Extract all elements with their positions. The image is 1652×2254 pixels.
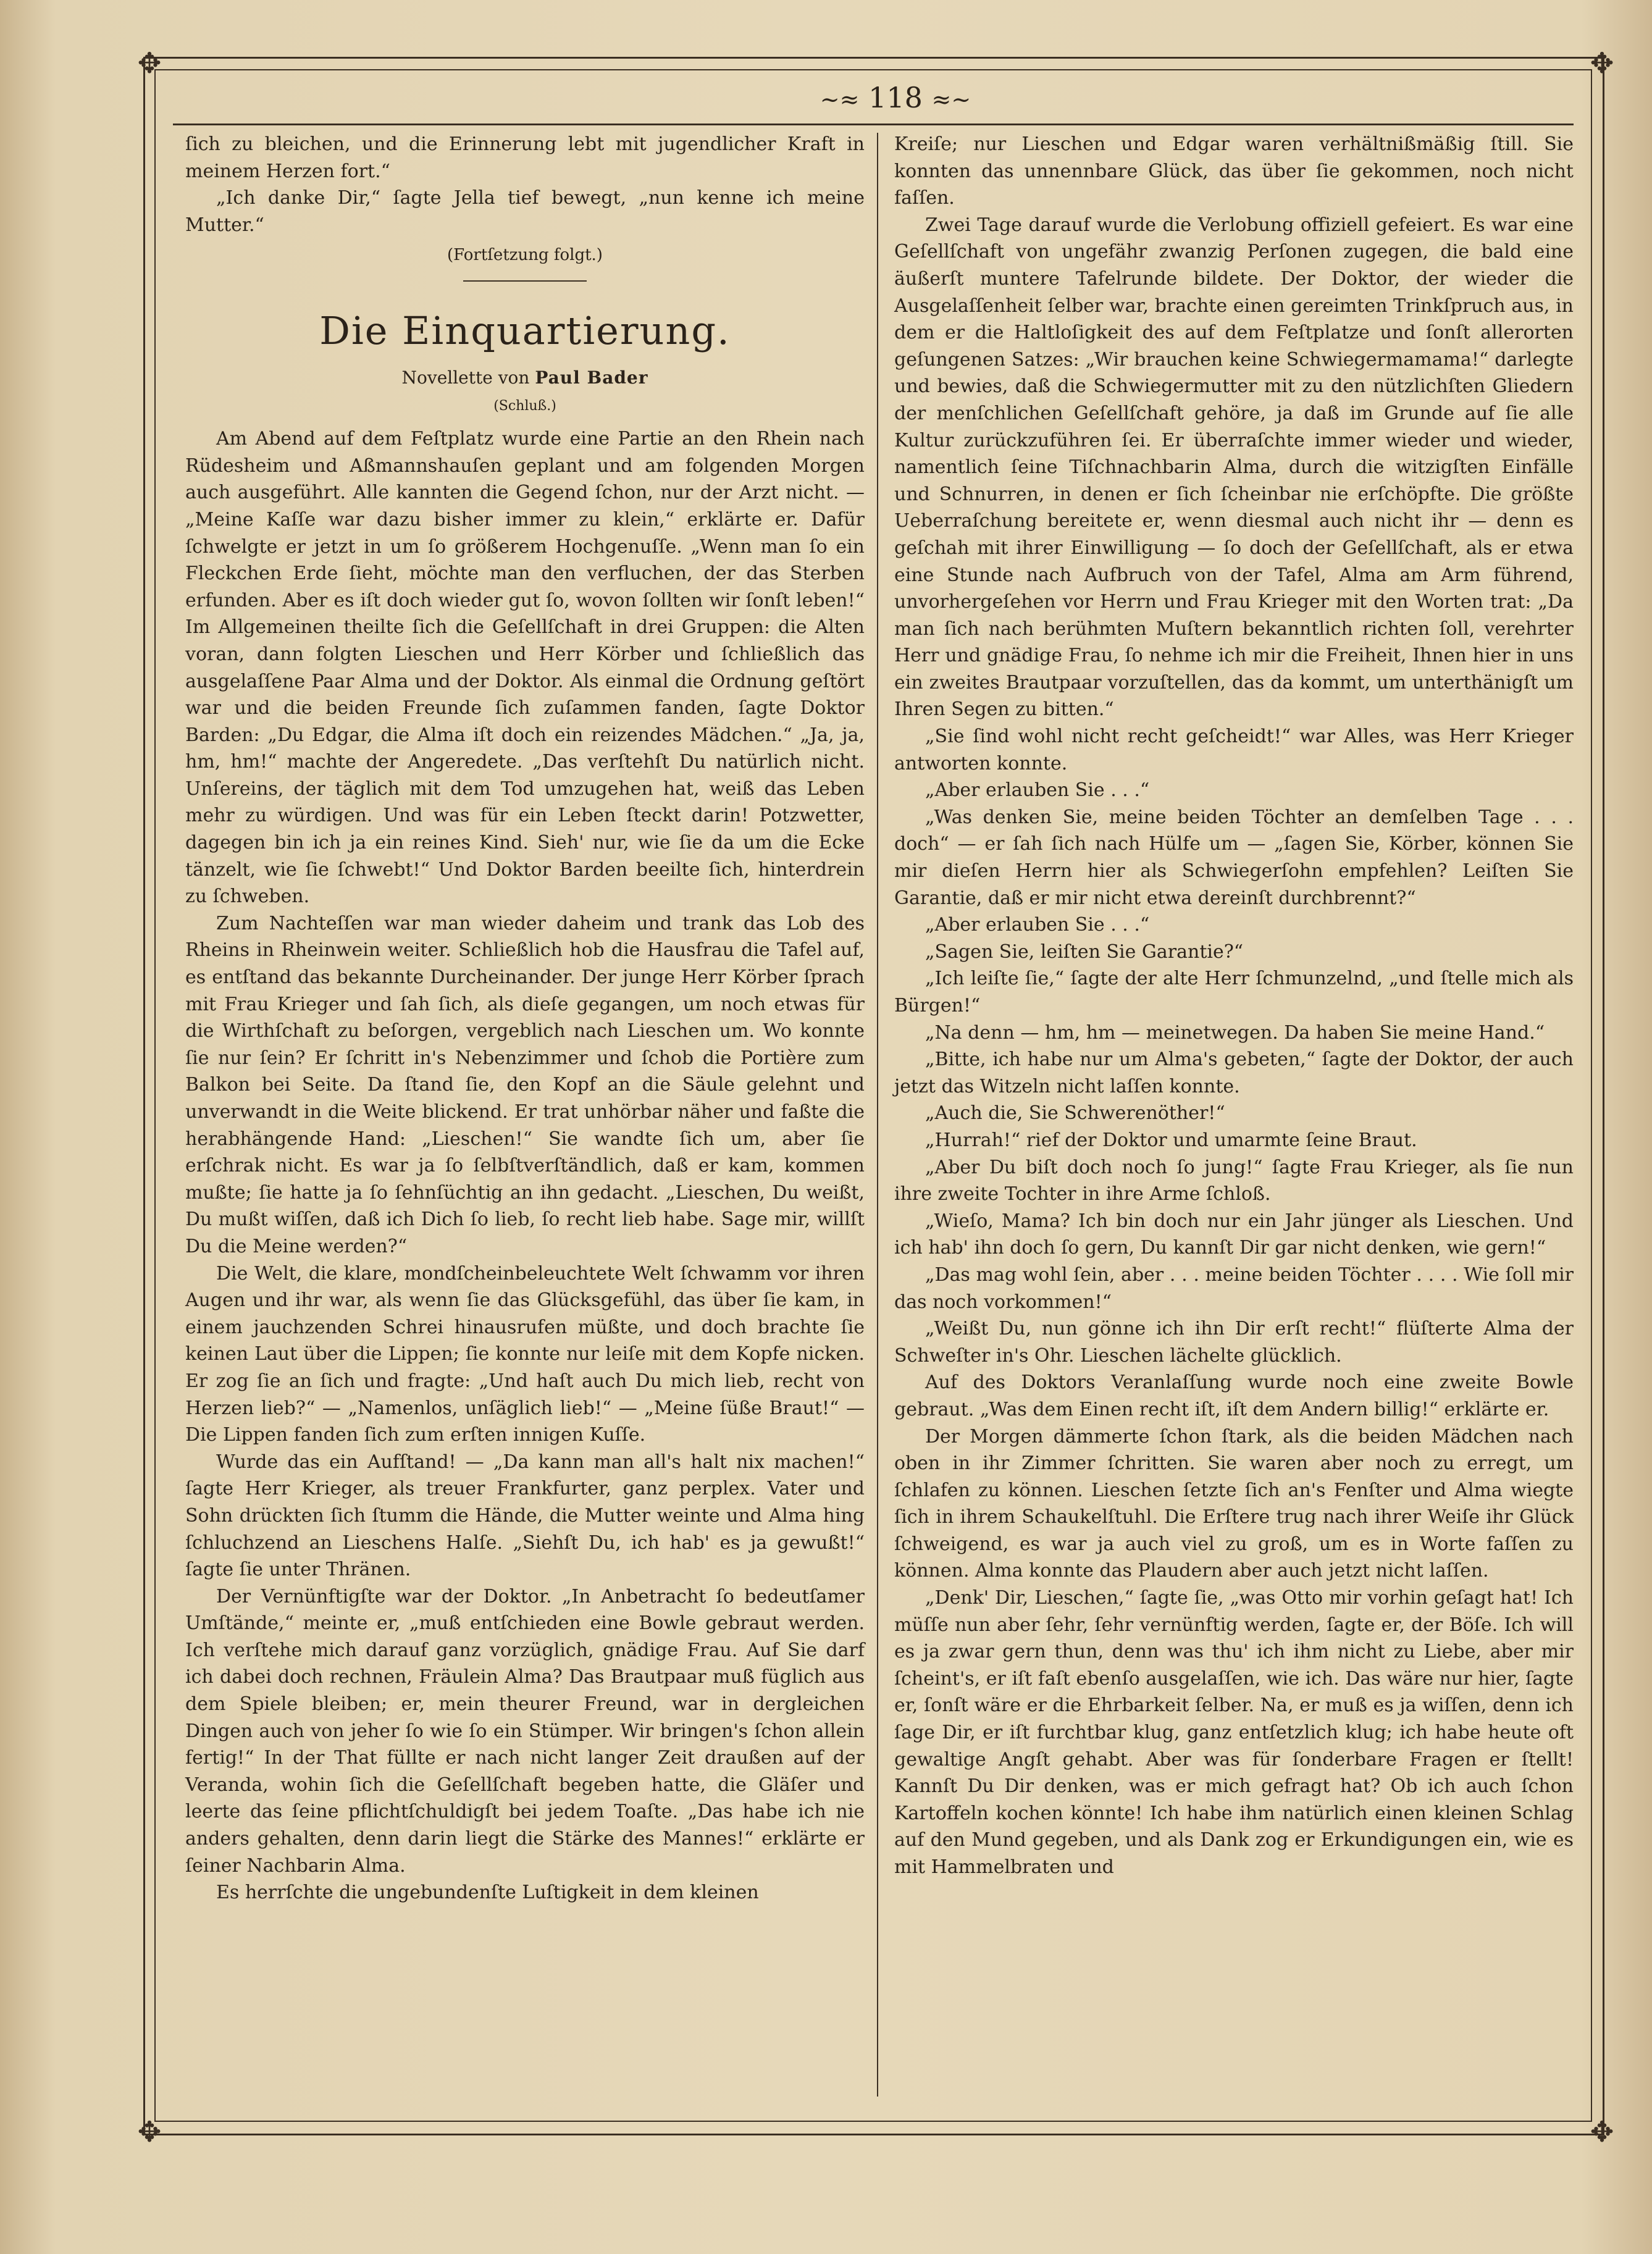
paragraph: Am Abend auf dem Feſtplatz wurde eine Partie an den Rhein nach Rüdesheim und Aßmannshauſen geplant und am folgenden Morgen auch ausgeführt. Alle kannten die Gegend ſchon, nur der Arzt nicht. — „Meine Kaſſe war dazu bisher immer zu klein,“ erklärte er. Dafür ſchwelgte er jetzt in um ſo größerem Hochgenuſſe. „Wenn man ſo ein Fleckchen Erde ſieht, möchte man den verfluchen, der das Sterben erfunden. Aber es iſt doch wieder gut ſo, wovon ſollten wir ſonſt leben!“ Im Allgemeinen theilte ſich die Geſellſchaft in drei Gruppen: die Alten voran, dann folgten Lieschen und Herr Körber und ſchließlich das ausgelaſſene Paar Alma und der Doktor. Als einmal die Ordnung geſtört war und die beiden Freunde ſich zuſammen fanden, ſagte Doktor Barden: „Du Edgar, die Alma iſt doch ein reizendes Mädchen.“ „Ja, ja, hm, hm!“ machte der Angeredete. „Das verſtehſt Du natürlich nicht. Unſereins, der täglich mit dem Tod umzugehen hat, weiß das Leben mehr zu würdigen. Und was für ein Leben ſteckt darin! Potzwetter, dagegen bin ich ja ein reines Kind. Sieh' nur, wie ſie da um die Ecke tänzelt, wie ſie ſchwebt!“ Und Doktor Barden beeilte ſich, hinterdrein zu ſchweben. [185, 428, 865, 908]
corner-ornament-icon: ✥ [1590, 2115, 1614, 2148]
header-ornament-right-icon: ≈~ [931, 86, 971, 113]
page-header [741, 73, 1050, 122]
paragraph: „Denk' Dir, Lieschen,“ ſagte ſie, „was Otto mir vorhin geſagt hat! Ich müſſe nun aber ſehr, ſehr vernünftig werden, ſagte er, der Böſe. Ich will es ja zwar gern thun, denn was thu' ich ihm nicht zu Liebe, aber mir ſcheint's, er iſt faſt ebenſo ausgelaſſen, wie ich. Das wäre nur hier, ſagte er, ſonſt wäre er die Ehrbarkeit ſelber. Na, er muß es ja wiſſen, denn ich ſage Dir, er iſt furchtbar klug, ganz entſetzlich klug; ich habe heute oft gewaltige Angſt gehabt. Aber was für ſonderbare Fragen er ſtellt! Kannſt Du Dir denken, was er mich gefragt hat? Ob ich auch ſchon Kartoffeln kochen könnte! Ich habe ihm natürlich einen kleinen Schlag auf den Mund gegeben, und als Dank zog er Erkundigungen ein, wie es mit Hammelbraten und [894, 1587, 1574, 1878]
left-column [185, 131, 865, 1906]
paragraph: „Aber erlauben Sie . . .“ [925, 779, 1150, 802]
paragraph: „Das mag wohl ſein, aber . . . meine beiden Töchter . . . . Wie ſoll mir das noch vorkommen!“ [894, 1263, 1574, 1313]
right-column [894, 131, 1574, 1881]
paragraph: Zwei Tage darauf wurde die Verlobung offiziell gefeiert. Es war eine Geſellſchaft von ungefähr zwanzig Perſonen zugegen, die bald eine äußerſt muntere Tafelrunde bildete. Der Doktor, der wieder die Ausgelaſſenheit ſelber war, brachte einen gereimten Trinkſpruch aus, in dem er die Haltloſigkeit des auf dem Feſtplatze und ſonſt allerorten geſungenen Satzes: „Wir brauchen keine Schwiegermamama!“ darlegte und bewies, daß die Schwiegermutter mit zu den nützlichſten Gliedern der menſchlichen Geſellſchaft gehöre, ja daß im Grunde auf ſie alle Kultur zurückzuführen ſei. Er überraſchte immer wieder und wieder, namentlich ſeine Tiſchnachbarin Alma, durch die witzigſten Einfälle und Schnurren, in denen er ſich ſcheinbar nie erſchöpfte. Die größte Ueberraſchung bereitete er, wenn diesmal auch nicht ihr — denn es geſchah mit ihrer Einwilligung — ſo doch der Geſellſchaft, als er etwa eine Stunde nach Aufbruch von der Tafel, Alma am Arm führend, unvorhergeſehen vor Herrn und Frau Krieger mit den Worten trat: „Da man ſich nach berühmten Muſtern bekanntlich richten ſoll, verehrter Herr und gnädige Frau, ſo nehme ich mir die Freiheit, Ihnen hier in uns ein zweites Brautpaar vorzuſtellen, das da kommt, um unterthänigſt um Ihren Segen zu bitten.“ [894, 214, 1574, 721]
paragraph: Der Morgen dämmerte ſchon ſtark, als die beiden Mädchen nach oben in ihr Zimmer ſchritten. Sie waren aber noch zu erregt, um ſchlafen zu können. Lieschen ſetzte ſich an's Fenſter und Alma wiegte ſich in ihrem Schaukelſtuhl. Die Erſtere trug nach ihrer Weiſe ihr Glück ſchweigend, es war ja auch viel zu groß, um es in Worte faſſen zu können. Alma konnte das Plaudern aber auch jetzt nicht laſſen. [894, 1425, 1574, 1582]
corner-ornament-icon: ✥ [1590, 46, 1614, 80]
paragraph: „Aber erlauben Sie . . .“ [925, 914, 1150, 936]
corner-ornament-icon: ✥ [137, 2115, 162, 2148]
paragraph: „Na denn — hm, hm — meinetwegen. Da haben Sie meine Hand.“ [925, 1021, 1545, 1044]
column-divider [877, 133, 878, 2097]
header-ornament-left-icon: ~≈ [820, 86, 860, 113]
paragraph: „Aber Du biſt doch noch ſo jung!“ ſagte Frau Krieger, als ſie nun ihre zweite Tochter in ihre Arme ſchloß. [894, 1156, 1574, 1205]
paragraph: „Ich leiſte ſie,“ ſagte der alte Herr ſchmunzelnd, „und ſtelle mich als Bürgen!“ [894, 968, 1574, 1016]
paragraph: „Ich danke Dir,“ ſagte Jella tief bewegt, „nun kenne ich meine Mutter.“ [185, 187, 865, 236]
header-rule [173, 124, 1574, 125]
author-name: Paul Bader [535, 367, 648, 388]
finale-note: (Schluß.) [493, 398, 556, 414]
byline-prefix: Novellette von [401, 367, 530, 388]
page-number: 118 [868, 81, 923, 114]
corner-ornament-icon: ✥ [137, 46, 162, 80]
paragraph: „Bitte, ich habe nur um Alma's gebeten,“ ſagte der Doktor, der auch jetzt das Witzeln nicht laſſen konnte. [894, 1049, 1574, 1097]
paragraph: „Sagen Sie, leiſten Sie Garantie?“ [925, 941, 1244, 963]
paragraph: „Was denken Sie, meine beiden Töchter an demſelben Tage . . . doch“ — er ſah ſich nach Hülfe um — „ſagen Sie, Körber, können Sie mir dieſen Herrn hier als Schwiegerſohn empfehlen? Leiſten Sie Garantie, daß er mir nicht etwa dereinſt durchbrennt?“ [894, 806, 1574, 909]
paragraph: Zum Nachteſſen war man wieder daheim und trank das Lob des Rheins in Rheinwein weiter. Schließlich hob die Hausfrau die Tafel auf, es entſtand das bekannte Durcheinander. Der junge Herr Körber ſprach mit Frau Krieger und ſah ſich, als dieſe gegangen, um noch etwas für die Wirthſchaft zu beſorgen, vergeblich nach Lieschen um. Wo konnte ſie nur ſein? Er ſchritt in's Nebenzimmer und ſchob die Portière zum Balkon bei Seite. Da ſtand ſie, den Kopf an die Säule gelehnt und unverwandt in die Weite blickend. Er trat unhörbar näher und faßte die herabhängende Hand: „Lieschen!“ Sie wandte ſich um, aber ſie erſchrak nicht. Es war ja ſo ſelbſtverſtändlich, daß er kam, kommen mußte; ſie hatte ja ſo ſehnſüchtig an ihn gedacht. „Lieschen, Du weißt, Du mußt wiſſen, daß ich Dich ſo lieb, ſo recht lieb habe. Sage mir, willſt Du die Meine werden?“ [185, 912, 865, 1257]
continuation-note: (Fortſetzung folgt.) [447, 246, 603, 265]
paragraph: „Wieſo, Mama? Ich bin doch nur ein Jahr jünger als Lieschen. Und ich hab' ihn doch ſo gern, Du kannſt Dir gar nicht denken, wie gern!“ [894, 1210, 1574, 1259]
paragraph: „Weißt Du, nun gönne ich ihn Dir erſt recht!“ flüſterte Alma der Schweſter in's Ohr. Lieschen lächelte glücklich. [894, 1318, 1574, 1367]
paragraph: „Hurrah!“ rief der Doktor und umarmte ſeine Braut. [925, 1129, 1417, 1151]
section-separator [463, 280, 587, 282]
paragraph: Die Welt, die klare, mondſcheinbeleuchtete Welt ſchwamm vor ihren Augen und ihr war, als wenn ſie das Glücksgefühl, das über ſie kam, in einem jauchzenden Schrei hinausrufen müßte, und doch brachte ſie keinen Laut über die Lippen; ſie konnte nur leiſe mit dem Kopfe nicken. Er zog ſie an ſich und fragte: „Und haſt auch Du mich lieb, recht von Herzen lieb?“ — „Namenlos, unſäglich lieb!“ — „Meine ſüße Braut!“ — Die Lippen fanden ſich zum erſten innigen Kuſſe. [185, 1262, 865, 1446]
article-title: Die Einquartierung. [319, 308, 731, 353]
paragraph: Auf des Doktors Veranlaſſung wurde noch eine zweite Bowle gebraut. „Was dem Einen recht iſt, iſt dem Andern billig!“ erklärte er. [894, 1372, 1574, 1420]
paragraph: ſich zu bleichen, und die Erinnerung lebt mit jugendlicher Kraft in meinem Herzen fort.“ [185, 133, 865, 182]
paragraph: Kreiſe; nur Lieschen und Edgar waren verhältnißmäßig ſtill. Sie konnten das unnennbare Glück, das über ſie gekommen, noch nicht faſſen. [894, 133, 1574, 209]
paragraph: Der Vernünftigſte war der Doktor. „In Anbetracht ſo bedeutſamer Umſtände,“ meinte er, „muß entſchieden eine Bowle gebraut werden. Ich verſtehe mich darauf ganz vorzüglich, gnädige Frau. Auf Sie darf ich dabei doch rechnen, Fräulein Alma? Das Brautpaar muß füglich aus dem Spiele bleiben; er, mein theurer Freund, war in dergleichen Dingen auch von jeher ſo wie ſo ein Stümper. Wir bringen's ſchon allein fertig!“ In der That füllte er nach nicht langer Zeit draußen auf der Veranda, wohin ſich die Geſellſchaft begeben hatte, die Gläſer und leerte das ſeine pflichtſchuldigſt bei jedem Toaſte. „Das habe ich nie anders gehalten, denn darin liegt die Stärke des Mannes!“ erklärte er ſeiner Nachbarin Alma. [185, 1585, 865, 1877]
paragraph: Wurde das ein Aufſtand! — „Da kann man all's halt nix machen!“ ſagte Herr Krieger, als treuer Frankfurter, ganz perplex. Vater und Sohn drückten ſich ſtumm die Hände, die Mutter weinte und Alma hing ſchluchzend an Lieschens Halſe. „Siehſt Du, ich hab' es ja gewußt!“ ſagte ſie unter Thränen. [185, 1451, 865, 1581]
paragraph: „Auch die, Sie Schwerenöther!“ [925, 1102, 1225, 1125]
paragraph: „Sie ſind wohl nicht recht geſcheidt!“ war Alles, was Herr Krieger antworten konnte. [894, 726, 1574, 774]
article-byline [185, 364, 865, 392]
paragraph: Es herrſchte die ungebundenſte Luſtigkeit in dem kleinen [216, 1882, 759, 1904]
